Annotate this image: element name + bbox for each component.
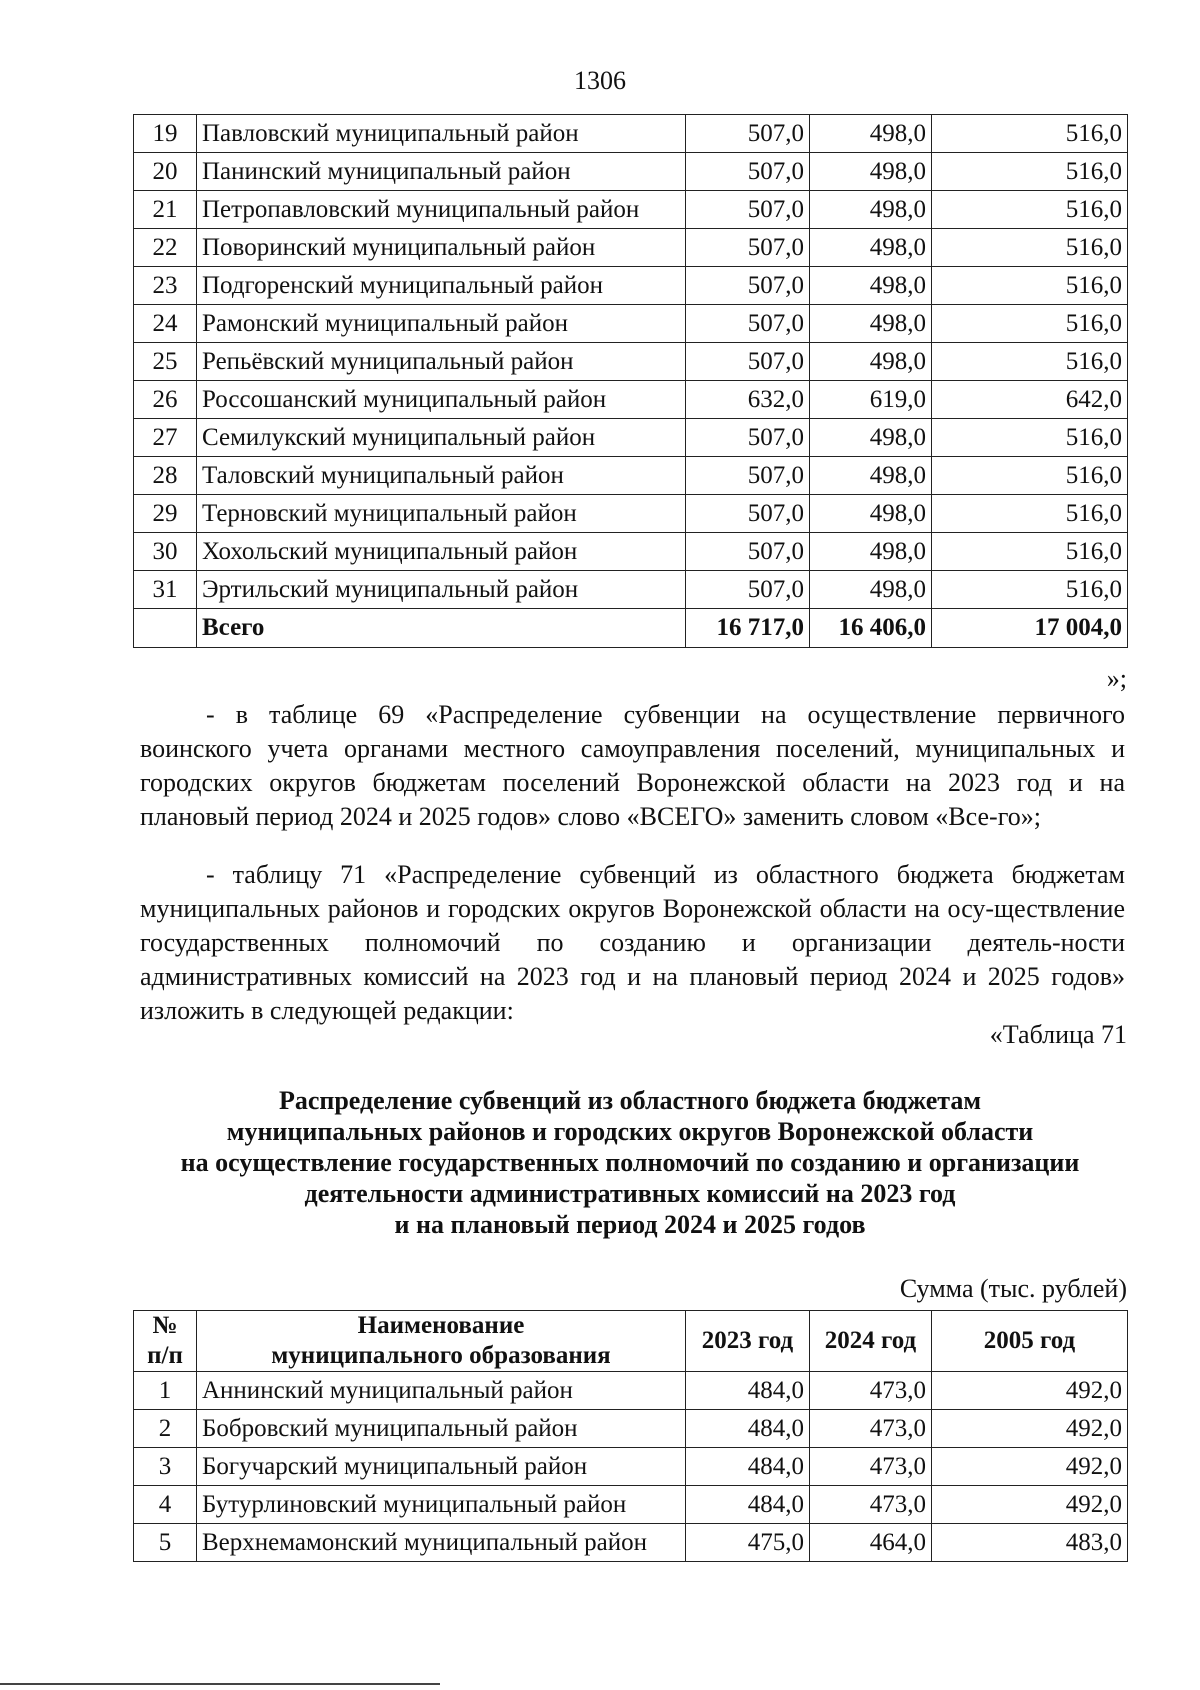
value-2025: 516,0	[932, 267, 1128, 305]
row-number: 4	[134, 1486, 197, 1524]
value-2023: 507,0	[686, 229, 810, 267]
value-2023: 507,0	[686, 115, 810, 153]
header-number: № п/п	[134, 1311, 197, 1372]
value-2025: 642,0	[932, 381, 1128, 419]
value-2024: 498,0	[810, 457, 932, 495]
allocation-table-71	[133, 1310, 1128, 1562]
table-row	[134, 457, 1128, 495]
row-number: 3	[134, 1448, 197, 1486]
row-name: Таловский муниципальный район	[197, 457, 686, 495]
value-2023: 507,0	[686, 343, 810, 381]
row-name: Петропавловский муниципальный район	[197, 191, 686, 229]
row-name: Россошанский муниципальный район	[197, 381, 686, 419]
units-caption: Сумма (тыс. рублей)	[899, 1274, 1127, 1303]
total-label: Всего	[197, 609, 686, 648]
row-name: Аннинский муниципальный район	[197, 1372, 686, 1410]
row-number: 19	[134, 115, 197, 153]
value-2023: 484,0	[686, 1486, 810, 1524]
value-2024: 498,0	[810, 305, 932, 343]
table-row	[134, 153, 1128, 191]
title-line: муниципальных районов и городских округов Воронежской области	[226, 1117, 1034, 1146]
value-2024: 619,0	[810, 381, 932, 419]
row-name: Терновский муниципальный район	[197, 495, 686, 533]
table-row	[134, 191, 1128, 229]
value-2024: 473,0	[810, 1372, 932, 1410]
table-row	[134, 305, 1128, 343]
value-2024: 498,0	[810, 115, 932, 153]
value-2024: 498,0	[810, 533, 932, 571]
value-2024: 473,0	[810, 1410, 932, 1448]
value-2025: 516,0	[932, 571, 1128, 609]
row-name: Богучарский муниципальный район	[197, 1448, 686, 1486]
value-2024: 498,0	[810, 229, 932, 267]
value-2023: 507,0	[686, 191, 810, 229]
row-number: 1	[134, 1372, 197, 1410]
row-number: 25	[134, 343, 197, 381]
value-2025: 516,0	[932, 343, 1128, 381]
table-body	[134, 115, 1128, 648]
value-2024: 498,0	[810, 495, 932, 533]
table-row	[134, 1410, 1128, 1448]
value-2024: 498,0	[810, 419, 932, 457]
row-name: Павловский муниципальный район	[197, 115, 686, 153]
closing-quote: »;	[1106, 664, 1127, 693]
table-row	[134, 1372, 1128, 1410]
row-number: 28	[134, 457, 197, 495]
table-row	[134, 343, 1128, 381]
row-name: Бутурлиновский муниципальный район	[197, 1486, 686, 1524]
row-number: 24	[134, 305, 197, 343]
table-row	[134, 1524, 1128, 1562]
value-2023: 632,0	[686, 381, 810, 419]
total-2024: 16 406,0	[810, 609, 932, 648]
table-row	[134, 1486, 1128, 1524]
header-year-2025: 2005 год	[932, 1311, 1128, 1372]
row-number: 2	[134, 1410, 197, 1448]
table-row	[134, 267, 1128, 305]
row-name: Поворинский муниципальный район	[197, 229, 686, 267]
value-2025: 516,0	[932, 153, 1128, 191]
table-row	[134, 495, 1128, 533]
value-2025: 516,0	[932, 457, 1128, 495]
header-year-2023: 2023 год	[686, 1311, 810, 1372]
row-name: Эртильский муниципальный район	[197, 571, 686, 609]
value-2023: 475,0	[686, 1524, 810, 1562]
value-2025: 516,0	[932, 229, 1128, 267]
value-2025: 516,0	[932, 191, 1128, 229]
table-row	[134, 571, 1128, 609]
row-name: Рамонский муниципальный район	[197, 305, 686, 343]
value-2023: 484,0	[686, 1410, 810, 1448]
title-line: и на плановый период 2024 и 2025 годов	[394, 1210, 866, 1239]
value-2025: 516,0	[932, 115, 1128, 153]
total-2023: 16 717,0	[686, 609, 810, 648]
total-2025: 17 004,0	[932, 609, 1128, 648]
row-number: 26	[134, 381, 197, 419]
row-name: Бобровский муниципальный район	[197, 1410, 686, 1448]
row-name: Подгоренский муниципальный район	[197, 267, 686, 305]
value-2025: 516,0	[932, 419, 1128, 457]
row-number: 30	[134, 533, 197, 571]
value-2023: 507,0	[686, 153, 810, 191]
row-number: 27	[134, 419, 197, 457]
row-name: Панинский муниципальный район	[197, 153, 686, 191]
value-2024: 498,0	[810, 153, 932, 191]
title-line: Распределение субвенций из областного бюджета бюджетам	[278, 1086, 982, 1115]
title-line: на осуществление государственных полномочий по созданию и организации	[180, 1148, 1080, 1177]
header-year-2024: 2024 год	[810, 1311, 932, 1372]
value-2024: 498,0	[810, 267, 932, 305]
table-header-row	[134, 1311, 1128, 1372]
value-2023: 507,0	[686, 419, 810, 457]
value-2023: 507,0	[686, 571, 810, 609]
amendment-paragraph-table-71: - таблицу 71 «Распределение субвенций из областного бюджета бюджетам муниципальных районов и городских округов Воронежской области на осу-ществление государственных полномочий по созданию и организации деятель-ности административных комиссий на 2023 год и на плановый период 2024 и 2025 годов» изложить в следующей редакции:	[140, 860, 1125, 1025]
row-name: Хохольский муниципальный район	[197, 533, 686, 571]
table-row	[134, 533, 1128, 571]
value-2023: 507,0	[686, 305, 810, 343]
table-row	[134, 229, 1128, 267]
table-row	[134, 1448, 1128, 1486]
amendment-paragraph-table-69: - в таблице 69 «Распределение субвенции на осуществление первичного воинского учета органами местного самоуправления поселений, муниципальных и городских округов бюджетам поселений Воронежской области на 2023 год и на плановый период 2024 и 2025 годов» слово «ВСЕГО» заменить словом «Все-го»;	[140, 700, 1125, 831]
table-title	[120, 1085, 1140, 1240]
value-2025: 492,0	[932, 1410, 1128, 1448]
row-name: Репьёвский муниципальный район	[197, 343, 686, 381]
row-name: Верхнемамонский муниципальный район	[197, 1524, 686, 1562]
value-2025: 516,0	[932, 305, 1128, 343]
value-2025: 516,0	[932, 495, 1128, 533]
value-2025: 492,0	[932, 1372, 1128, 1410]
table-body	[134, 1372, 1128, 1562]
table-label: «Таблица 71	[989, 1020, 1127, 1049]
total-number	[134, 609, 197, 648]
value-2023: 484,0	[686, 1448, 810, 1486]
table-row	[134, 381, 1128, 419]
value-2025: 492,0	[932, 1486, 1128, 1524]
value-2023: 484,0	[686, 1372, 810, 1410]
page-number: 1306	[574, 66, 626, 95]
table-row	[134, 419, 1128, 457]
row-number: 21	[134, 191, 197, 229]
allocation-table-continued	[133, 114, 1128, 648]
value-2025: 483,0	[932, 1524, 1128, 1562]
value-2024: 498,0	[810, 343, 932, 381]
header-name: Наименование муниципального образования	[197, 1311, 686, 1372]
row-number: 5	[134, 1524, 197, 1562]
row-number: 20	[134, 153, 197, 191]
row-number: 31	[134, 571, 197, 609]
value-2024: 498,0	[810, 571, 932, 609]
value-2025: 492,0	[932, 1448, 1128, 1486]
value-2023: 507,0	[686, 495, 810, 533]
title-line: деятельности административных комиссий на 2023 год	[304, 1179, 956, 1208]
total-row	[134, 609, 1128, 648]
row-name: Семилукский муниципальный район	[197, 419, 686, 457]
value-2023: 507,0	[686, 533, 810, 571]
table-row	[134, 115, 1128, 153]
value-2024: 473,0	[810, 1486, 932, 1524]
value-2023: 507,0	[686, 457, 810, 495]
row-number: 22	[134, 229, 197, 267]
footer-divider	[0, 1683, 440, 1685]
value-2024: 473,0	[810, 1448, 932, 1486]
row-number: 29	[134, 495, 197, 533]
value-2024: 498,0	[810, 191, 932, 229]
value-2023: 507,0	[686, 267, 810, 305]
value-2025: 516,0	[932, 533, 1128, 571]
value-2024: 464,0	[810, 1524, 932, 1562]
row-number: 23	[134, 267, 197, 305]
